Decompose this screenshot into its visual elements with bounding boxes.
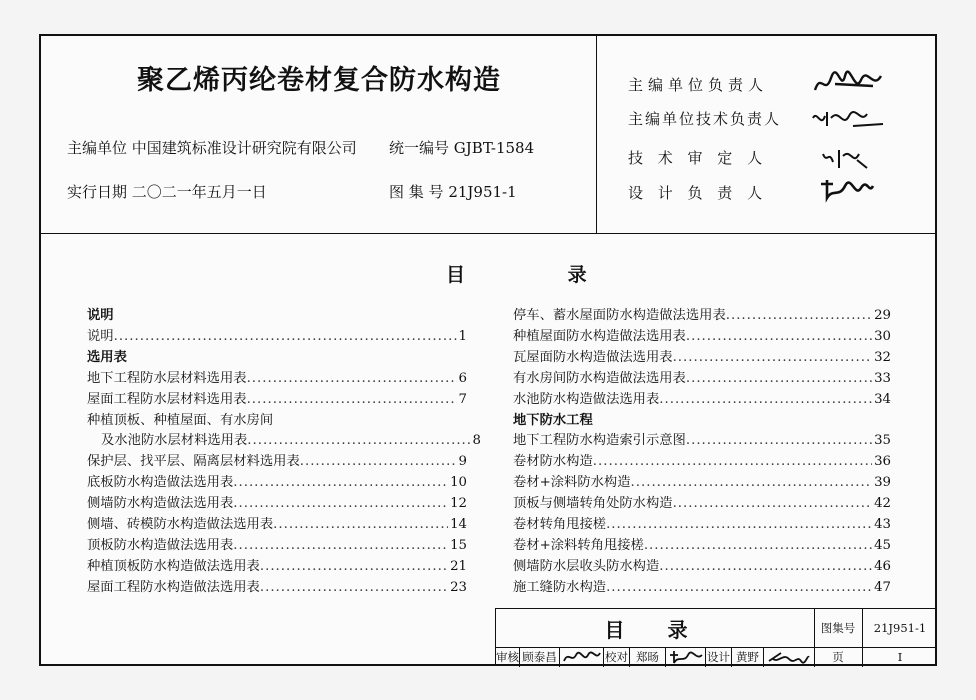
toc-title: 目 录 [446, 264, 635, 286]
toc-entry-label: 卷材防水构造 [513, 454, 593, 470]
toc-leader-dots [644, 536, 872, 556]
toc-leader-dots [726, 306, 872, 326]
toc-entry-label: 停车、蓄水屋面防水构造做法选用表 [513, 308, 726, 323]
toc-entry-label: 侧墙、砖模防水构造做法选用表 [87, 517, 274, 532]
toc-entry [87, 431, 481, 451]
toc-entry-page: 32 [874, 349, 891, 365]
toc-entry-page: 42 [874, 496, 891, 512]
review-label: 审核 [496, 647, 520, 667]
toc-section-heading [87, 306, 467, 326]
toc-entry-page: 43 [874, 517, 891, 532]
toc-entry [513, 557, 891, 577]
toc-entry-label: 水池防水构造做法选用表 [513, 391, 660, 407]
toc-entry-page: 30 [874, 328, 891, 344]
role-tech-review: 技 术 审 定 人 [628, 149, 768, 167]
toc-section-heading [87, 348, 467, 368]
toc-entry [87, 452, 467, 472]
check-name: 郑旸 [630, 647, 666, 667]
toc-entry-page: 29 [874, 308, 891, 323]
toc-leader-dots [300, 452, 457, 472]
toc-entry-label: 底板防水构造做法选用表 [87, 475, 234, 491]
toc-entry [513, 327, 891, 347]
design-label: 设计 [706, 647, 732, 667]
toc-leader-dots [686, 369, 872, 389]
check-signature [666, 647, 706, 667]
toc-entry-page: 46 [874, 558, 891, 574]
toc-entry-label: 卷材转角甩接槎 [513, 517, 607, 532]
toc-entry-page: 12 [450, 496, 467, 512]
toc-entry [513, 494, 891, 514]
toc-entry-label: 有水房间防水构造做法选用表 [513, 370, 686, 386]
toc-entry [513, 348, 891, 368]
toc-entry-label: 侧墙防水构造做法选用表 [87, 496, 234, 512]
toc-leader-dots [260, 578, 448, 598]
toc-leader-dots [606, 578, 872, 598]
toc-entry-page: 23 [450, 579, 467, 595]
toc-entry-label: 说明 [87, 328, 114, 344]
toc-leader-dots [606, 515, 872, 535]
toc-entry [87, 411, 467, 431]
toc-leader-dots [659, 390, 872, 410]
toc-section-heading [513, 411, 891, 431]
toc-entry [87, 390, 467, 410]
toc-entry-label: 地下防水工程 [513, 412, 593, 428]
header-vertical-divider [596, 36, 597, 233]
toc-entry-label: 地下工程防水构造索引示意图 [513, 433, 686, 449]
review-signature [560, 647, 604, 667]
toc-entry [87, 327, 467, 347]
toc-entry-page: 39 [874, 475, 891, 491]
toc-entry [513, 578, 891, 598]
signature-3 [817, 144, 877, 172]
toc-entry [87, 557, 467, 577]
toc-entry [87, 369, 467, 389]
editor-unit: 主编单位 中国建筑标准设计研究院有限公司 [67, 139, 357, 157]
toc-entry [87, 578, 467, 598]
toc-entry [513, 306, 891, 326]
toc-entry-label: 及水池防水层材料选用表 [101, 433, 248, 449]
toc-leader-dots [673, 348, 873, 368]
check-label: 校对 [604, 647, 630, 667]
toc-entry-label: 卷材+涂料转角甩接槎 [513, 537, 644, 553]
toc-leader-dots [593, 452, 872, 472]
title-block-atlas-value: 21J951-1 [873, 621, 927, 635]
toc-entry [513, 452, 891, 472]
toc-entry-page: 1 [458, 328, 467, 344]
toc-entry-label: 侧墙防水层收头防水构造 [513, 558, 660, 574]
toc-entry-label: 选用表 [87, 349, 127, 365]
design-signature-mark [767, 649, 811, 665]
toc-entry-page: 10 [450, 475, 467, 491]
unified-code: 统一编号 GJBT-1584 [389, 139, 535, 157]
title-block-name: 目 录 [604, 617, 706, 642]
toc-leader-dots [686, 327, 872, 347]
toc-entry [87, 515, 467, 535]
toc-leader-dots [260, 557, 448, 577]
toc-entry [87, 473, 467, 493]
toc-leader-dots [247, 390, 457, 410]
toc-entry-label: 瓦屋面防水构造做法选用表 [513, 349, 673, 365]
toc-entry-page: 7 [458, 391, 467, 407]
signature-1 [811, 68, 891, 98]
toc-entry [87, 536, 467, 556]
title-block-atlas-label: 图集号 [820, 621, 856, 635]
toc-leader-dots [233, 473, 448, 493]
drawing-sheet [39, 34, 937, 666]
toc-entry-label: 种植屋面防水构造做法选用表 [513, 328, 686, 344]
toc-entry-label: 种植顶板、种植屋面、有水房间 [87, 412, 274, 428]
toc-entry [513, 431, 891, 451]
toc-leader-dots [233, 494, 448, 514]
role-chief-unit: 主编单位负责人 [628, 76, 769, 94]
toc-entry-label: 说明 [87, 308, 114, 323]
toc-entry [513, 536, 891, 556]
effective-date: 实行日期 二〇二一年五月一日 [67, 183, 267, 201]
toc-entry-label: 顶板防水构造做法选用表 [87, 537, 234, 553]
toc-entry [513, 473, 891, 493]
toc-entry-label: 屋面工程防水构造做法选用表 [87, 579, 260, 595]
toc-entry-page: 45 [874, 537, 891, 553]
role-tech-chief: 主编单位技术负责人 [628, 110, 782, 128]
toc-entry-label: 地下工程防水层材料选用表 [87, 370, 247, 386]
atlas-number: 图 集 号 21J951-1 [389, 183, 517, 201]
atlas-title: 聚乙烯丙纶卷材复合防水构造 [137, 65, 501, 96]
review-name: 顾泰昌 [520, 647, 560, 667]
toc-leader-dots [673, 494, 873, 514]
toc-entry-page: 15 [450, 537, 467, 553]
check-signature-mark [668, 649, 704, 665]
design-signature [764, 647, 814, 667]
review-signature-mark [562, 649, 602, 665]
toc-entry-label: 顶板与侧墙转角处防水构造 [513, 496, 673, 512]
toc-entry-page: 9 [458, 454, 467, 470]
toc-entry-label: 卷材+涂料防水构造 [513, 475, 631, 491]
toc-entry-label: 施工缝防水构造 [513, 579, 607, 595]
toc-entry-page: 8 [472, 433, 481, 449]
toc-entry-page: 6 [458, 370, 467, 386]
toc-entry [87, 494, 467, 514]
signature-2 [809, 104, 889, 132]
toc-entry [513, 369, 891, 389]
toc-leader-dots [686, 431, 872, 451]
toc-leader-dots [659, 557, 872, 577]
toc-entry-page: 47 [874, 579, 891, 595]
toc-entry-page: 36 [874, 454, 891, 470]
role-design-lead: 设 计 负 责 人 [628, 184, 768, 202]
toc-entry-label: 屋面工程防水层材料选用表 [87, 391, 247, 407]
toc-entry-page: 34 [874, 391, 891, 407]
toc-leader-dots [631, 473, 873, 493]
toc-leader-dots [233, 536, 448, 556]
page-label: 页 [832, 650, 844, 664]
toc-leader-dots [273, 515, 448, 535]
page-value: I [897, 650, 903, 664]
toc-entry-label: 保护层、找平层、隔离层材料选用表 [87, 454, 300, 470]
title-block [495, 608, 937, 666]
toc-entry-page: 14 [450, 517, 467, 532]
toc-entry-page: 35 [874, 433, 891, 449]
toc-entry [513, 390, 891, 410]
signature-4 [817, 176, 877, 204]
toc-leader-dots [247, 369, 457, 389]
toc-leader-dots [114, 327, 457, 347]
toc-entry [513, 515, 891, 535]
toc-entry-page: 33 [874, 370, 891, 386]
toc-entry-page: 21 [450, 558, 467, 574]
toc-entry-label: 种植顶板防水构造做法选用表 [87, 558, 260, 574]
toc-leader-dots [247, 431, 470, 451]
design-name: 黄野 [732, 647, 764, 667]
header-divider [41, 233, 935, 234]
